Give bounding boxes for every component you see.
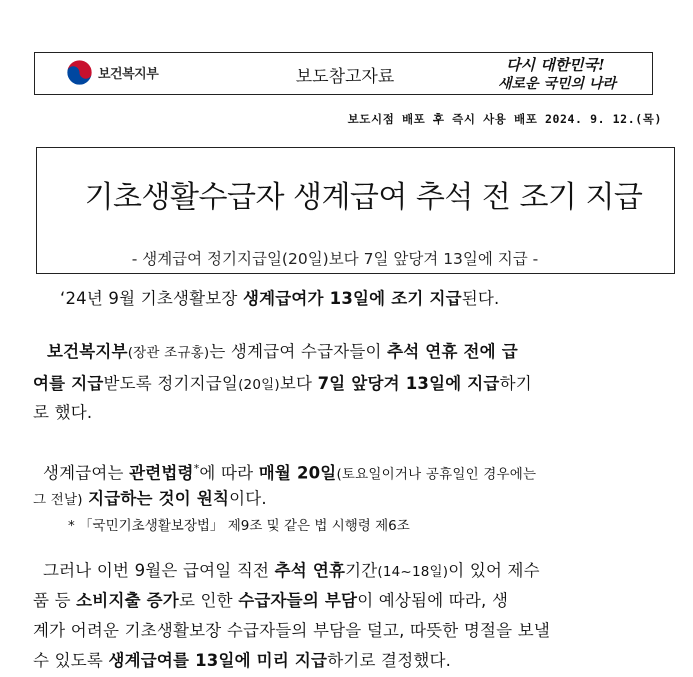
p1-bold: 생계급여가 13일에 조기 지급 — [243, 289, 462, 308]
slogan-calligraphy — [492, 53, 647, 93]
p2-text-3: 보다 — [279, 374, 318, 393]
p4-text-3: 이 있어 제수 — [448, 561, 540, 580]
p2-text-5: 로 했다. — [33, 403, 93, 422]
p4-bold-4: 생계급여를 13일에 미리 지급 — [108, 651, 328, 670]
p1-text: ‘24년 9월 기초생활보장 — [60, 289, 243, 308]
p4-text-7: 계가 어려운 기초생활보장 수급자들의 부담을 덜고, 따뜻한 명절을 보낼 — [33, 621, 551, 640]
paragraph-4-line-2 — [33, 584, 508, 617]
ministry-name: 보건복지부 — [98, 67, 159, 82]
p3-bold: 관련법령 — [129, 463, 194, 483]
p4-text-4: 품 등 — [33, 591, 77, 610]
paragraph-4-line-3 — [33, 614, 550, 647]
paragraph-2-line-3 — [33, 396, 92, 429]
paragraph-1 — [60, 282, 499, 315]
p2-text-4: 하기 — [499, 374, 532, 393]
p4-text-9: 하기로 결정했다. — [327, 651, 452, 670]
doc-type-label: 보도참고자료 — [295, 67, 395, 87]
p2-bold: 보건복지부 — [47, 342, 128, 361]
p4-bold: 추석 연휴 — [274, 561, 346, 580]
p4-text: 그러나 이번 9월은 급여일 직전 — [43, 561, 275, 580]
p3-small-2: 그 전날) — [33, 492, 83, 508]
p2-text: 는 생계급여 수급자들이 — [209, 342, 388, 361]
p4-text-6: 이 예상됨에 따라, 생 — [357, 591, 509, 610]
p2-bold-4: 7일 앞당겨 13일에 지급 — [317, 374, 500, 393]
p2-text-2: 받도록 정기지급일 — [103, 374, 239, 393]
p3-bold-3: 지급하는 것이 원칙 — [88, 489, 230, 508]
p4-bold-2: 소비지출 증가 — [76, 591, 179, 610]
p4-small: (14~18일) — [377, 564, 449, 580]
p3-small: (토요일이거나 공휴일인 경우에는 — [336, 466, 537, 483]
press-title: 기초생활수급자 생계급여 추석 전 조기 지급 — [84, 180, 643, 215]
paragraph-2-line-2 — [33, 367, 532, 402]
p3-text-2: 에 따라 — [199, 463, 259, 483]
paragraph-4-line-4 — [33, 644, 451, 677]
p3-bold-2: 매월 20일 — [258, 463, 337, 483]
footnote: * 「국민기초생활보장법」 제9조 및 같은 법 시행령 제6조 — [68, 518, 410, 534]
p2-small-2: (20일) — [238, 377, 280, 393]
svg-text:다시 대한민국!: 다시 대한민국! — [506, 56, 605, 74]
paragraph-2-line-1 — [47, 335, 518, 370]
press-subtitle: - 생계급여 정기지급일(20일)보다 7일 앞당겨 13일에 지급 - — [131, 250, 539, 268]
p4-text-2: 기간 — [345, 561, 378, 580]
p4-text-8: 수 있도록 — [33, 651, 109, 670]
p3-footnote-mark: * — [193, 462, 200, 475]
svg-text:새로운 국민의 나라: 새로운 국민의 나라 — [498, 76, 616, 92]
release-info: 보도시점 배포 후 즉시 사용 배포 2024. 9. 12.(목) — [347, 112, 662, 126]
p4-bold-3: 수급자들의 부담 — [238, 591, 358, 610]
taegeuk-logo-icon — [66, 59, 93, 86]
p4-text-5: 로 인한 — [178, 591, 239, 610]
p2-bold-2: 추석 연휴 전에 급 — [387, 342, 518, 361]
p2-small: (장관 조규홍) — [127, 345, 210, 361]
paragraph-3-line-2 — [33, 482, 267, 517]
p1-text-end: 된다. — [461, 289, 500, 308]
p2-bold-3: 여를 지급 — [33, 374, 104, 393]
p3-text-3: 이다. — [229, 489, 267, 508]
p3-text: 생계급여는 — [43, 463, 130, 483]
